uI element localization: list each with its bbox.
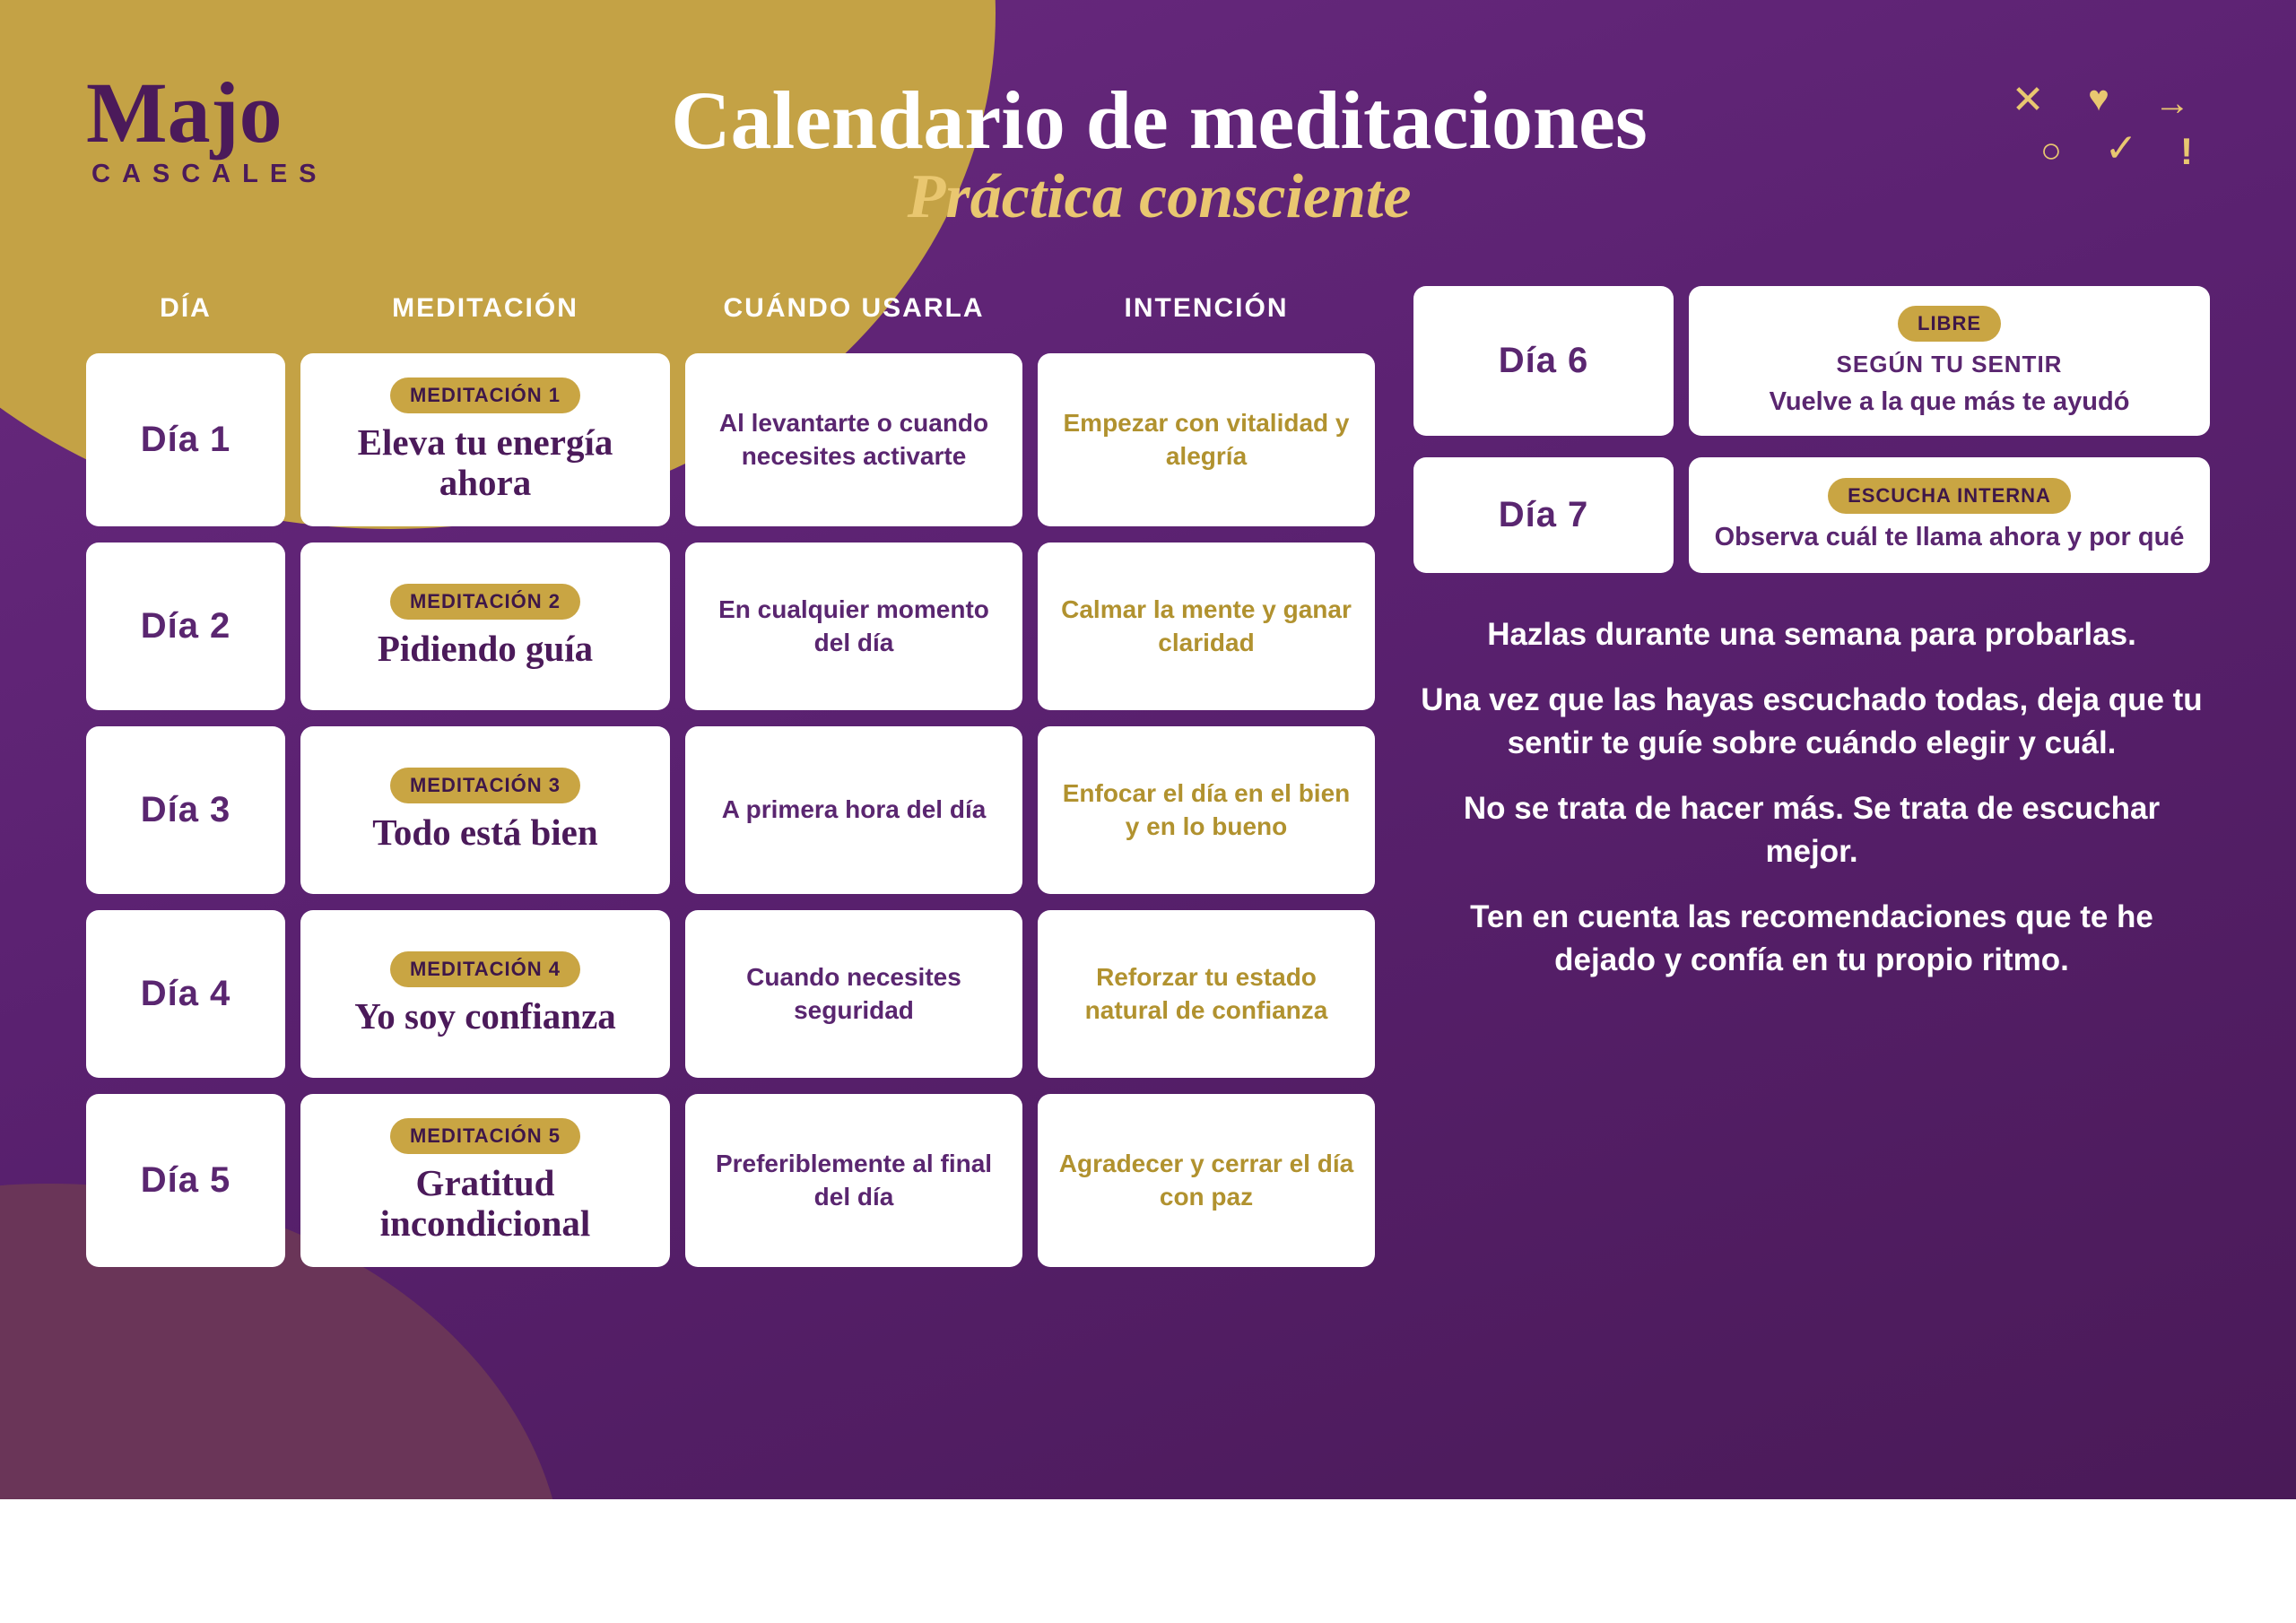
when-text: Cuando necesites seguridad — [746, 963, 961, 1024]
day-label: Día 2 — [140, 606, 231, 646]
meditation-badge: MEDITACIÓN 2 — [390, 584, 580, 620]
when-card — [685, 726, 1022, 894]
page-title: Calendario de meditaciones — [671, 74, 1648, 166]
meditation-badge: MEDITACIÓN 5 — [390, 1118, 580, 1154]
intention-text: Reforzar tu estado natural de confianza — [1084, 963, 1328, 1024]
day-card — [86, 542, 285, 710]
note-paragraph: No se trata de hacer más. Se trata de escuchar mejor. — [1463, 791, 2161, 869]
meditation-card — [300, 542, 670, 710]
day-badge: ESCUCHA INTERNA — [1828, 478, 2071, 514]
note-paragraph: Ten en cuenta las recomendaciones que te he dejado y confía en tu propio ritmo. — [1470, 899, 2153, 977]
day-label: Día 1 — [140, 420, 231, 459]
arrow-right-icon: → — [2154, 83, 2190, 123]
column-header-intention: INTENCIÓN — [1124, 293, 1289, 323]
intention-card — [1038, 910, 1375, 1078]
day-description: Vuelve a la que más te ayudó — [1769, 386, 2130, 416]
when-text: Preferiblemente al final del día — [715, 1150, 993, 1211]
meditation-title: Eleva tu energía ahora — [357, 421, 613, 503]
checkmark-icon: ✓ — [2104, 126, 2138, 170]
exclamation-icon: ! — [2180, 130, 2193, 172]
heart-icon: ♥ — [2088, 79, 2109, 118]
day-card — [86, 910, 285, 1078]
intention-card — [1038, 353, 1375, 526]
when-text: En cualquier momento del día — [718, 595, 989, 656]
day-card — [1413, 286, 1674, 436]
when-card — [685, 542, 1022, 710]
when-card — [685, 910, 1022, 1078]
intention-text: Agradecer y cerrar el día con paz — [1058, 1150, 1354, 1211]
day-label: Día 6 — [1498, 341, 1589, 380]
day-card — [86, 353, 285, 526]
logo-subtitle: CASCALES — [91, 160, 328, 188]
meditation-badge: MEDITACIÓN 4 — [390, 951, 580, 987]
day-card — [86, 1094, 285, 1267]
note-paragraph: Hazlas durante una semana para probarlas. — [1487, 617, 2136, 652]
day-card — [86, 726, 285, 894]
recommendations — [1417, 613, 2206, 1004]
inner-listening-card — [1689, 457, 2210, 573]
day-card — [1413, 457, 1674, 573]
circle-icon: ○ — [2039, 131, 2063, 170]
logo-name: Majo — [86, 65, 283, 161]
free-day-card — [1689, 286, 2210, 436]
meditation-title: Pidiendo guía — [377, 628, 594, 670]
intention-text: Enfocar el día en el bien y en lo bueno — [1062, 779, 1351, 840]
meditation-card — [300, 910, 670, 1078]
day-label: Día 4 — [140, 974, 231, 1013]
intention-card — [1038, 1094, 1375, 1267]
intention-card — [1038, 542, 1375, 710]
meditation-title: Yo soy confianza — [354, 995, 616, 1037]
day-label: Día 7 — [1498, 495, 1589, 534]
day-badge: LIBRE — [1898, 306, 2001, 342]
page-subtitle: Práctica consciente — [907, 162, 1412, 231]
intention-text: Calmar la mente y ganar claridad — [1061, 595, 1352, 656]
intention-card — [1038, 726, 1375, 894]
meditation-badge: MEDITACIÓN 3 — [390, 768, 580, 803]
column-header-when: CUÁNDO USARLA — [723, 293, 985, 323]
meditation-title: Gratitud incondicional — [379, 1162, 591, 1244]
day-label: Día 3 — [140, 790, 231, 829]
meditation-title: Todo está bien — [372, 812, 598, 854]
note-paragraph: Una vez que las hayas escuchado todas, deja que tu sentir te guíe sobre cuándo elegir y cuál. — [1421, 682, 2203, 760]
meditation-card — [300, 726, 670, 894]
when-text: A primera hora del día — [721, 795, 987, 824]
meditation-card — [300, 1094, 670, 1267]
meditation-card — [300, 353, 670, 526]
cross-icon: ✕ — [2011, 78, 2045, 122]
column-header-meditation: MEDITACIÓN — [392, 293, 578, 323]
meditation-badge: MEDITACIÓN 1 — [390, 378, 580, 413]
day-subtitle: SEGÚN TU SENTIR — [1836, 350, 2063, 378]
when-card — [685, 353, 1022, 526]
column-header-day: DÍA — [160, 293, 212, 323]
when-text: Al levantarte o cuando necesites activarte — [718, 409, 989, 470]
day-label: Día 5 — [140, 1160, 231, 1200]
when-card — [685, 1094, 1022, 1267]
intention-text: Empezar con vitalidad y alegría — [1063, 409, 1350, 470]
day-description: Observa cuál te llama ahora y por qué — [1714, 523, 2185, 551]
